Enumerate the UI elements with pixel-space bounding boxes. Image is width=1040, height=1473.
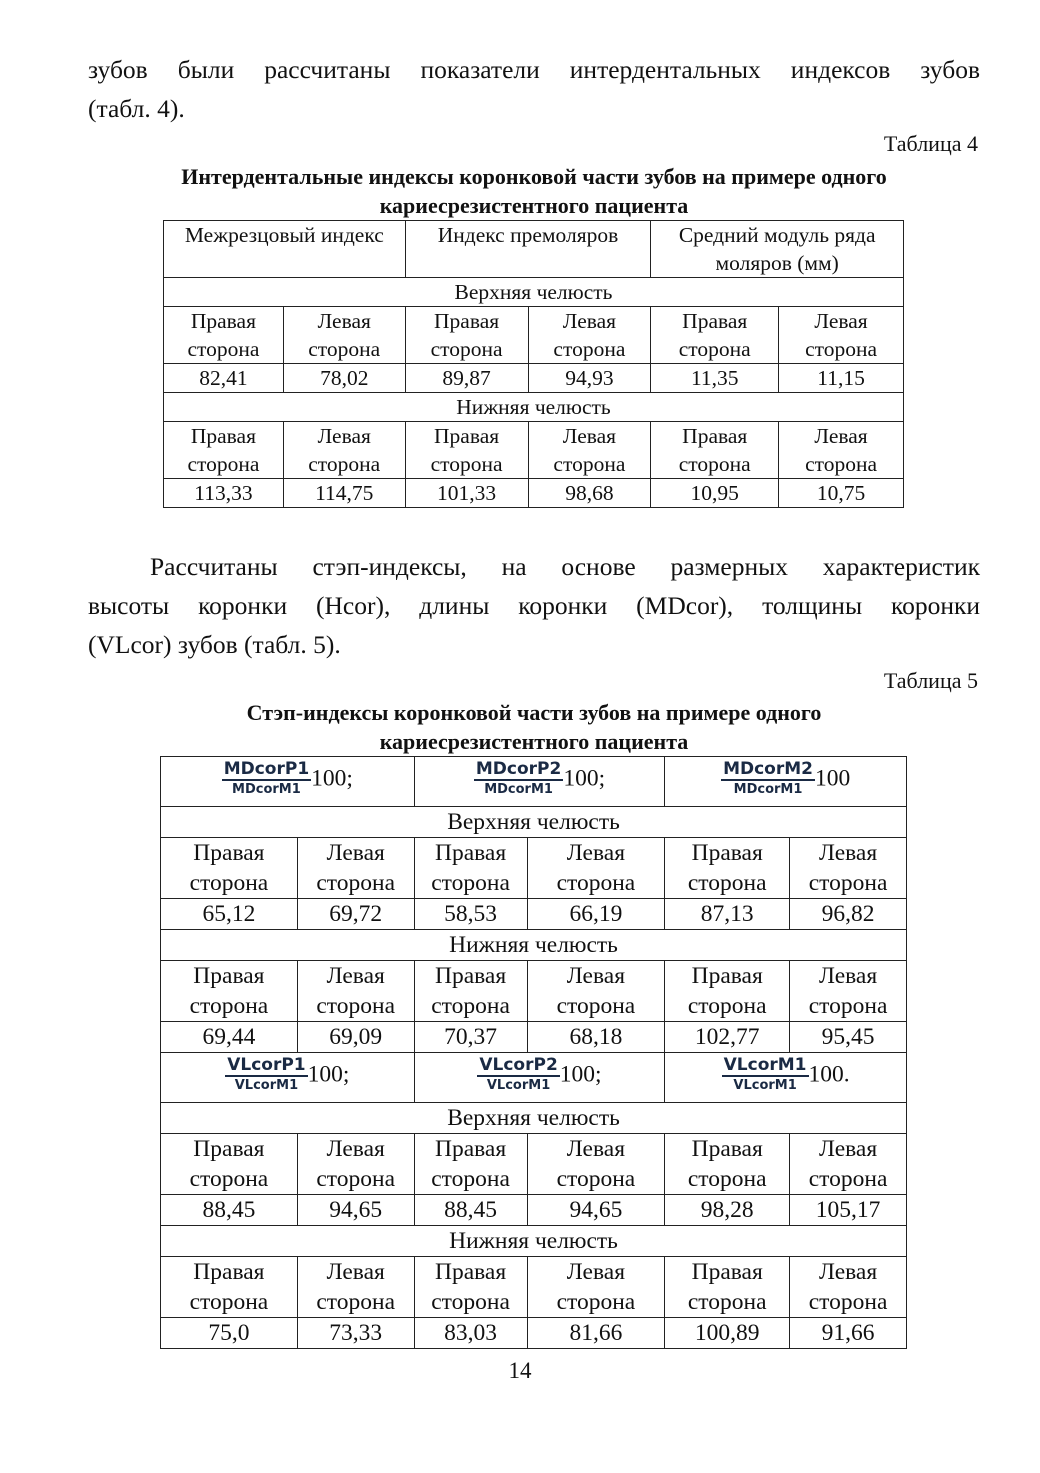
- formula-cell: [414, 1053, 665, 1103]
- formula-multiplier: 100: [814, 765, 851, 792]
- table4-section-upper: Верхняя челюсть: [164, 278, 904, 307]
- side-label: Левая сторона: [297, 1134, 414, 1195]
- value-cell: 96,82: [790, 899, 907, 930]
- formula-multiplier: 100;: [559, 1061, 602, 1088]
- value-cell: 82,41: [164, 364, 284, 393]
- fraction-denominator: VLcorM1: [733, 1078, 797, 1093]
- side-label: Левая сторона: [790, 838, 907, 899]
- formula-cell: [161, 757, 415, 807]
- table4-title-line: кариесрезистентного пациента: [379, 193, 689, 218]
- fraction-denominator: MDcorM1: [484, 782, 553, 797]
- value-cell: 10,95: [651, 479, 779, 508]
- value-cell: 114,75: [283, 479, 405, 508]
- table5-label: Таблица 5: [883, 668, 978, 693]
- side-label: Правая сторона: [651, 422, 779, 479]
- value-cell: 69,09: [297, 1022, 414, 1053]
- side-label: Правая сторона: [161, 1134, 298, 1195]
- side-label: Правая сторона: [665, 961, 790, 1022]
- side-label: Правая сторона: [405, 307, 528, 364]
- table5-title-line: Стэп-индексы коронковой части зубов на примере одного: [246, 700, 822, 725]
- table5-section-lower: Нижняя челюсть: [161, 930, 907, 961]
- table-4: [163, 220, 904, 508]
- value-cell: 66,19: [527, 899, 665, 930]
- fraction: [225, 1055, 307, 1094]
- fraction-numerator: MDcorP2: [475, 759, 562, 779]
- side-label: Левая сторона: [527, 961, 665, 1022]
- value-cell: 58,53: [414, 899, 527, 930]
- value-cell: 88,45: [414, 1195, 527, 1226]
- value-cell: 94,65: [297, 1195, 414, 1226]
- side-label: Правая сторона: [665, 838, 790, 899]
- fraction-numerator: VLcorM1: [723, 1055, 807, 1075]
- side-label: Левая сторона: [790, 961, 907, 1022]
- formula-cell: [161, 1053, 415, 1103]
- value-cell: 98,28: [665, 1195, 790, 1226]
- formula-cell: [665, 757, 907, 807]
- value-cell: 94,65: [527, 1195, 665, 1226]
- page-number: 14: [508, 1358, 532, 1383]
- value-cell: 102,77: [665, 1022, 790, 1053]
- table4-section-lower: Нижняя челюсть: [164, 393, 904, 422]
- table4-header-cell: Межрезцовый индекс: [164, 221, 406, 278]
- fraction-numerator: VLcorP1: [227, 1055, 306, 1075]
- side-label: Левая сторона: [528, 422, 651, 479]
- value-cell: 87,13: [665, 899, 790, 930]
- value-cell: 73,33: [297, 1318, 414, 1349]
- formula-multiplier: 100;: [311, 765, 353, 792]
- side-label: Правая сторона: [414, 1134, 527, 1195]
- side-label: Левая сторона: [527, 1257, 665, 1318]
- fraction: [474, 759, 563, 798]
- intro-line: (табл. 4).: [88, 94, 185, 123]
- value-cell: 98,68: [528, 479, 651, 508]
- value-cell: 69,44: [161, 1022, 298, 1053]
- value-cell: 83,03: [414, 1318, 527, 1349]
- side-label: Левая сторона: [527, 1134, 665, 1195]
- side-label: Правая сторона: [414, 1257, 527, 1318]
- value-cell: 75,0: [161, 1318, 298, 1349]
- value-cell: 88,45: [161, 1195, 298, 1226]
- table5-title-line: кариесрезистентного пациента: [379, 729, 689, 754]
- side-label: Левая сторона: [283, 422, 405, 479]
- value-cell: 11,35: [651, 364, 779, 393]
- value-cell: 10,75: [779, 479, 904, 508]
- fraction: [721, 759, 815, 798]
- table4-title-line: Интердентальные индексы коронковой части зубов на примере одного: [181, 164, 887, 189]
- formula-cell: [414, 757, 665, 807]
- formula-multiplier: 100;: [307, 1061, 350, 1088]
- table-5: [160, 756, 907, 1349]
- fraction-denominator: MDcorM1: [733, 782, 803, 797]
- side-label: Правая сторона: [414, 961, 527, 1022]
- value-cell: 89,87: [405, 364, 528, 393]
- value-cell: 11,15: [779, 364, 904, 393]
- fraction-denominator: MDcorM1: [232, 782, 301, 797]
- value-cell: 95,45: [790, 1022, 907, 1053]
- fraction: [222, 759, 311, 798]
- side-label: Правая сторона: [161, 1257, 298, 1318]
- value-cell: 78,02: [283, 364, 405, 393]
- fraction: [722, 1055, 809, 1094]
- table5-section-upper: Верхняя челюсть: [161, 1103, 907, 1134]
- side-label: Левая сторона: [790, 1257, 907, 1318]
- value-cell: 69,72: [297, 899, 414, 930]
- value-cell: 65,12: [161, 899, 298, 930]
- side-label: Правая сторона: [161, 838, 298, 899]
- side-label: Левая сторона: [297, 838, 414, 899]
- side-label: Левая сторона: [779, 307, 904, 364]
- side-label: Левая сторона: [779, 422, 904, 479]
- fraction-numerator: VLcorP2: [479, 1055, 558, 1075]
- steps-paragraph: [88, 547, 980, 664]
- table4-label: Таблица 4: [883, 131, 978, 156]
- value-cell: 101,33: [405, 479, 528, 508]
- value-cell: 100,89: [665, 1318, 790, 1349]
- value-cell: 70,37: [414, 1022, 527, 1053]
- value-cell: 105,17: [790, 1195, 907, 1226]
- value-cell: 94,93: [528, 364, 651, 393]
- side-label: Правая сторона: [665, 1134, 790, 1195]
- table5-section-lower: Нижняя челюсть: [161, 1226, 907, 1257]
- fraction: [477, 1055, 559, 1094]
- fraction-denominator: VLcorM1: [486, 1078, 551, 1093]
- steps-line: (VLcor) зубов (табл. 5).: [88, 630, 341, 659]
- side-label: Правая сторона: [651, 307, 779, 364]
- side-label: Левая сторона: [790, 1134, 907, 1195]
- intro-paragraph: [88, 50, 980, 128]
- value-cell: 81,66: [527, 1318, 665, 1349]
- table5-section-upper: Верхняя челюсть: [161, 807, 907, 838]
- side-label: Правая сторона: [405, 422, 528, 479]
- formula-cell: [665, 1053, 907, 1103]
- table4-title: [88, 162, 980, 220]
- value-cell: 68,18: [527, 1022, 665, 1053]
- fraction-numerator: MDcorP1: [223, 759, 310, 779]
- side-label: Правая сторона: [164, 422, 284, 479]
- side-label: Левая сторона: [297, 1257, 414, 1318]
- side-label: Правая сторона: [414, 838, 527, 899]
- side-label: Правая сторона: [164, 307, 284, 364]
- value-cell: 91,66: [790, 1318, 907, 1349]
- steps-line: Рассчитаны стэп-индексы, на основе размерных характеристик: [150, 552, 980, 581]
- steps-line: высоты коронки (Hcor), длины коронки (MDcor), толщины коронки: [88, 591, 980, 620]
- side-label: Левая сторона: [283, 307, 405, 364]
- side-label: Правая сторона: [665, 1257, 790, 1318]
- side-label: Левая сторона: [297, 961, 414, 1022]
- side-label: Левая сторона: [527, 838, 665, 899]
- fraction-numerator: MDcorM2: [723, 759, 813, 779]
- side-label: Правая сторона: [161, 961, 298, 1022]
- table4-header-cell: Индекс премоляров: [405, 221, 651, 278]
- side-label: Левая сторона: [528, 307, 651, 364]
- table5-title: [88, 698, 980, 756]
- table4-header-cell: Средний модуль ряда моляров (мм): [651, 221, 904, 278]
- formula-multiplier: 100;: [563, 765, 606, 792]
- value-cell: 113,33: [164, 479, 284, 508]
- intro-line: зубов были рассчитаны показатели интердентальных индексов зубов: [88, 55, 980, 84]
- formula-multiplier: 100.: [808, 1061, 850, 1088]
- fraction-denominator: VLcorM1: [234, 1078, 299, 1093]
